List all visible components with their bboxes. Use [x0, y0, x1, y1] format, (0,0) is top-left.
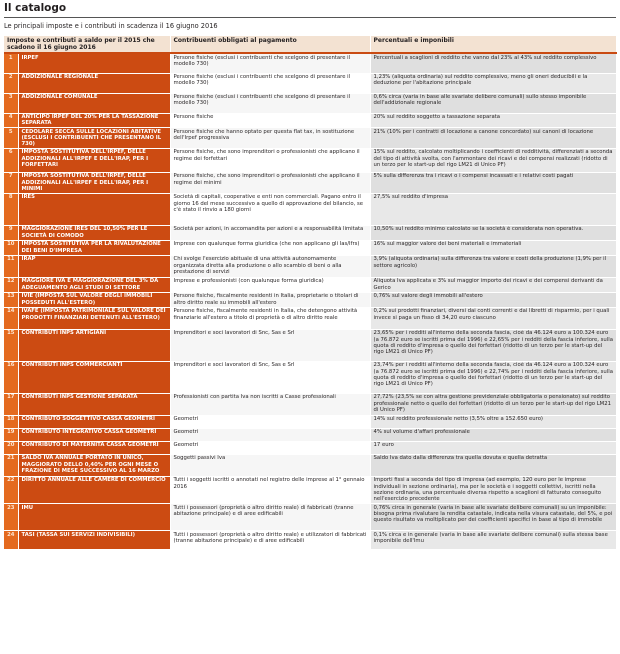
table-header-row: [4, 36, 616, 53]
tax-name: IMU: [18, 504, 170, 531]
table-row: [4, 531, 616, 550]
rate-cell: 0,2% sui prodotti finanziari, diversi dai conti correnti e dai libretti di risparmio, per i quali invece si paga un fisso di 34,20 euro ciascuno: [370, 307, 616, 329]
tax-name: IMPOSTA SOSTITUTIVA PER LA RIVALUTAZIONE DEI BENI D'IMPRESA: [18, 240, 170, 255]
row-number: 15: [4, 329, 18, 361]
payer-cell: Persone fisiche: [170, 113, 370, 128]
row-number: 17: [4, 393, 18, 415]
table-row: [4, 128, 616, 149]
payer-cell: Persone fisiche, che sono imprenditori o professionisti che applicano il regime dei minimi: [170, 172, 370, 193]
rate-cell: Percentuali a scaglioni di reddito che vanno dal 23% al 43% sul reddito complessivo: [370, 53, 616, 73]
row-number: 4: [4, 113, 18, 128]
rate-cell: 23,65% per i redditi all'interno della seconda fascia, cioè da 46.124 euro a 100.324 euro (a 76.872 euro se iscritti prima del 1996) e 22,65% per i redditi della fascia inferiore, sulla quota di reddito d'impresa o quello dei forfettari (ridotto di un terzo per le start-up del rigo LM21 di Unico PF): [370, 329, 616, 361]
payer-cell: Geometri: [170, 415, 370, 428]
tax-name: CONTRIBUTI INPS COMMERCIANTI: [18, 361, 170, 393]
tax-name: IMPOSTA SOSTITUTIVA DELL'IRPEF, DELLE ADDIZIONALI ALL'IRPEF E DELL'IRAP, PER I FORFETTARI: [18, 148, 170, 172]
row-number: 11: [4, 255, 18, 277]
payer-cell: Geometri: [170, 441, 370, 454]
payer-cell: Tutti i possessori (proprietà o altro diritto reale) e utilizzatori di fabbricati (tranne abitazione principale) e di aree edificabili: [170, 531, 370, 550]
tax-name: ADDIZIONALE REGIONALE: [18, 73, 170, 93]
payer-cell: Soggetti passivi Iva: [170, 454, 370, 476]
table-row: [4, 454, 616, 476]
rate-cell: 27,5% sul reddito d'impresa: [370, 193, 616, 225]
table-row: [4, 428, 616, 441]
table-row: [4, 225, 616, 240]
table-row: [4, 113, 616, 128]
tax-name: CONTRIBUTO INTEGRATIVO CASSA GEOMETRI: [18, 428, 170, 441]
tax-name: CONTRIBUTI INPS ARTIGIANI: [18, 329, 170, 361]
row-number: 8: [4, 193, 18, 225]
payer-cell: Professionisti con partita Iva non iscritti a Casse professionali: [170, 393, 370, 415]
header-tax: Imposte e contributi a saldo per il 2015 che scadono il 16 giugno 2016: [4, 36, 170, 53]
tax-name: IRPEF: [18, 53, 170, 73]
row-number: 2: [4, 73, 18, 93]
table-row: [4, 73, 616, 93]
tax-name: IRAP: [18, 255, 170, 277]
table-row: [4, 53, 616, 73]
table-row: [4, 476, 616, 503]
title-divider: [4, 17, 616, 18]
table-row: [4, 93, 616, 113]
tax-name: SALDO IVA ANNUALE PORTATO IN UNICO, MAGGIORATO DELLO 0,40% PER OGNI MESE O FRAZIONE DI MESE SUCCESSIVO AL 16 MARZO: [18, 454, 170, 476]
tax-name: IVIE (IMPOSTA SUL VALORE DEGLI IMMOBILI POSSEDUTI ALL'ESTERO): [18, 292, 170, 307]
payer-cell: Società per azioni, in accomandita per azioni e a responsabilità limitata: [170, 225, 370, 240]
table-row: [4, 307, 616, 329]
payer-cell: Persone fisiche, che sono imprenditori o professionisti che applicano il regime dei forfettari: [170, 148, 370, 172]
table-row: [4, 415, 616, 428]
payer-cell: Chi svolge l'esercizio abituale di una attività autonomamente organizzata diretta alla produzione o allo scambio di beni o alla prestazione di servizi: [170, 255, 370, 277]
tax-name: IRES: [18, 193, 170, 225]
rate-cell: 0,6% circa (varia in base alle svariate delibere comunali) sullo stesso imponibile dell'addizionale regionale: [370, 93, 616, 113]
table-row: [4, 240, 616, 255]
row-number: 12: [4, 277, 18, 292]
payer-cell: Persone fisiche (esclusi i contribuenti che scelgono di presentare il modello 730): [170, 93, 370, 113]
page-subtitle: Le principali imposte e i contributi in scadenza il 16 giugno 2016: [4, 22, 218, 30]
payer-cell: Imprese con qualunque forma giuridica (che non applicano gli Ias/Ifrs): [170, 240, 370, 255]
rate-cell: Aliquota Iva applicata e 3% sul maggior importo dei ricavi e dei compensi derivanti da Gerico: [370, 277, 616, 292]
tax-name: ADDIZIONALE COMUNALE: [18, 93, 170, 113]
rate-cell: 0,76% circa in generale (varia in base alle svariate delibere comunali) su un imponibile: bisogna prima rivalutare la rendita catastale, indicata nella visura catastale, del 5%, e poi questo risultato va moltiplicato per dei coefficienti specifici in base al tipo di immobile: [370, 504, 616, 531]
row-number: 21: [4, 454, 18, 476]
rate-cell: 16% sul maggior valore dei beni materiali e immateriali: [370, 240, 616, 255]
table-row: [4, 329, 616, 361]
payer-cell: Società di capitali, cooperative e enti non commerciali. Pagano entro il giorno 16 del mese successivo a quello di approvazione del bilancio, se c'è stato il rinvio a 180 giorni: [170, 193, 370, 225]
payer-cell: Persone fisiche, fiscalmente residenti in Italia, che detengono attività finanziarie all'estero a titolo di proprietà o di altro diritto reale: [170, 307, 370, 329]
rate-cell: 1,23% (aliquota ordinaria) sul reddito complessivo, meno gli oneri deducibili e la deduzione per l'abitazione principale: [370, 73, 616, 93]
row-number: 16: [4, 361, 18, 393]
row-number: 10: [4, 240, 18, 255]
table-row: [4, 361, 616, 393]
table-row: [4, 393, 616, 415]
table-row: [4, 255, 616, 277]
rate-cell: 3,9% (aliquota ordinaria) sulla differenza tra valore e costi della produzione (1,9% per il settore agricolo): [370, 255, 616, 277]
table-row: [4, 277, 616, 292]
tax-name: CONTRIBUTO SOGGETTIVO CASSA GEOMETRI: [18, 415, 170, 428]
payer-cell: Imprenditori e soci lavoratori di Snc, Sas e Srl: [170, 361, 370, 393]
tax-name: ANTICIPO IRPEF DEL 20% PER LA TASSAZIONE SEPARATA: [18, 113, 170, 128]
payer-cell: Imprese e professionisti (con qualunque forma giuridica): [170, 277, 370, 292]
tax-name: MAGGIORE IVA E MAGGIORAZIONE DEL 3% DA ADEGUAMENTO AGLI STUDI DI SETTORE: [18, 277, 170, 292]
tax-name: MAGGIORAZIONE IRES DEL 10,50% PER LE SOCIETÀ DI COMODO: [18, 225, 170, 240]
row-number: 9: [4, 225, 18, 240]
rate-cell: 21% (10% per i contratti di locazione a canone concordato) sui canoni di locazione: [370, 128, 616, 149]
row-number: 24: [4, 531, 18, 550]
payer-cell: Tutti i soggetti iscritti o annotati nel registro delle imprese al 1° gennaio 2016: [170, 476, 370, 503]
row-number: 22: [4, 476, 18, 503]
tax-name: CONTRIBUTO DI MATERNITÀ CASSA GEOMETRI: [18, 441, 170, 454]
row-number: 23: [4, 504, 18, 531]
table-row: [4, 148, 616, 172]
page-title: Il catalogo: [4, 2, 67, 14]
tax-catalog-table: [4, 36, 617, 550]
rate-cell: 0,76% sul valore degli immobili all'estero: [370, 292, 616, 307]
rate-cell: 14% sul reddito professionale netto (3,5% oltre a 152.650 euro): [370, 415, 616, 428]
rate-cell: Saldo Iva dato dalla differenza tra quella dovuta e quella detratta: [370, 454, 616, 476]
header-rate: Percentuali e imponibili: [370, 36, 616, 53]
payer-cell: Geometri: [170, 428, 370, 441]
rate-cell: 20% sul reddito soggetto a tassazione separata: [370, 113, 616, 128]
payer-cell: Persone fisiche (esclusi i contribuenti che scelgono di presentare il modello 730): [170, 53, 370, 73]
row-number: 7: [4, 172, 18, 193]
rate-cell: 4% sul volume d'affari professionale: [370, 428, 616, 441]
tax-name: IVAFE (IMPOSTA PATRIMONIALE SUL VALORE DEI PRODOTTI FINANZIARI DETENUTI ALL'ESTERO): [18, 307, 170, 329]
tax-name: TASI (TASSA SUI SERVIZI INDIVISIBILI): [18, 531, 170, 550]
rate-cell: 5% sulla differenza tra i ricavi o i compensi incassati e i relativi costi pagati: [370, 172, 616, 193]
payer-cell: Persone fisiche che hanno optato per questa flat tax, in sostituzione dell'Irpef progressiva: [170, 128, 370, 149]
tax-name: CEDOLARE SECCA SULLE LOCAZIONI ABITATIVE (ESCLUSI I CONTRIBUENTI CHE PRESENTANO IL 730): [18, 128, 170, 149]
payer-cell: Tutti i possessori (proprietà o altro diritto reale) di fabbricati (tranne abitazione principale) e di aree edificabili: [170, 504, 370, 531]
header-payer: Contribuenti obbligati al pagamento: [170, 36, 370, 53]
rate-cell: 15% sul reddito, calcolato moltiplicando i coefficienti di redditività, differenziati a seconda del tipo di attività svolta, con l'ammontare dei ricavi e dei compensi realizzati (ridotto di un terzo per le start-up del rigo LM21 di Unico PF): [370, 148, 616, 172]
tax-name: DIRITTO ANNUALE ALLE CAMERE DI COMMERCIO: [18, 476, 170, 503]
payer-cell: Persone fisiche, fiscalmente residenti in Italia, proprietarie o titolari di altro diritto reale su immobili all'estero: [170, 292, 370, 307]
table-row: [4, 193, 616, 225]
rate-cell: 0,1% circa e in generale (varia in base alle svariate delibere comunali) sulla stessa base imponibile dell'Imu: [370, 531, 616, 550]
tax-name: IMPOSTA SOSTITUTIVA DELL'IRPEF, DELLE ADDIZIONALI ALL'IRPEF E DELL'IRAP, PER I MINIMI: [18, 172, 170, 193]
row-number: 18: [4, 415, 18, 428]
rate-cell: 27,72% (23,5% se con altra gestione previdenziale obbligatoria o pensionato) sul reddito professionale netto o quello dei forfettari (ridotto di un terzo per le start-up del rigo LM21 di Unico PF): [370, 393, 616, 415]
rate-cell: 23,74% per i redditi all'interno della seconda fascia, cioè da 46.124 euro a 100.324 euro (a 76.872 euro se iscritti prima del 1996) e 22,74% per i redditi della fascia inferiore, sulla quota di reddito d'impresa o quello dei forfettari (ridotto di un terzo per le start-up del rigo LM21 di Unico PF): [370, 361, 616, 393]
rate-cell: Importi fissi a seconda del tipo di impresa (ad esempio, 120 euro per le imprese individuali in sezione ordinaria), ma per le società e i soggetti collettivi, iscritti nella sezione ordinaria, una percentuale diversa rispetto a scaglioni di fatturato conseguito nell'esercizio precedente: [370, 476, 616, 503]
row-number: 1: [4, 53, 18, 73]
row-number: 19: [4, 428, 18, 441]
table-row: [4, 172, 616, 193]
row-number: 5: [4, 128, 18, 149]
row-number: 3: [4, 93, 18, 113]
rate-cell: 17 euro: [370, 441, 616, 454]
payer-cell: Persone fisiche (esclusi i contribuenti che scelgono di presentare il modello 730): [170, 73, 370, 93]
table-row: [4, 292, 616, 307]
row-number: 14: [4, 307, 18, 329]
payer-cell: Imprenditori e soci lavoratori di Snc, Sas e Srl: [170, 329, 370, 361]
table-row: [4, 441, 616, 454]
tax-name: CONTRIBUTI INPS GESTIONE SEPARATA: [18, 393, 170, 415]
row-number: 13: [4, 292, 18, 307]
table-row: [4, 504, 616, 531]
row-number: 20: [4, 441, 18, 454]
row-number: 6: [4, 148, 18, 172]
rate-cell: 10,50% sul reddito minimo calcolato se la società è considerata non operativa.: [370, 225, 616, 240]
